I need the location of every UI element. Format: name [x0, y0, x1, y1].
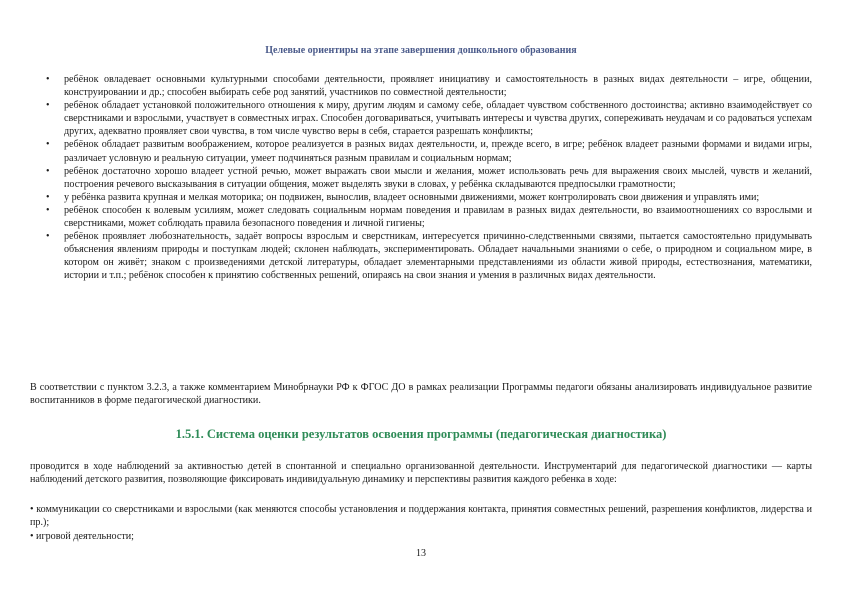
list-item-text: ребёнок способен к волевым усилиям, может следовать социальным нормам поведения и правилам в разных видах деятельности, во взаимоотношениях со взрослыми и сверстниками, может соблюдать правила безопасного поведения и личной гигиены; — [64, 204, 812, 230]
bullet-icon: • — [46, 204, 50, 216]
bullet-icon: • — [46, 74, 50, 85]
target-guidelines-list — [44, 73, 812, 283]
page-header-title: Целевые ориентиры на этапе завершения дошкольного образования — [265, 45, 577, 56]
list-item-text: ребёнок достаточно хорошо владеет устной речью, может выражать свои мысли и желания, может использовать речь для выражения своих мыслей, чувств и желаний, построения речевого высказывания в ситуации общения, может выделять звуки в словах, у ребёнка складываются предпосылки грамотности; — [64, 165, 812, 190]
list-item — [44, 138, 812, 164]
diagnostics-list-item: • игровой деятельности; — [30, 531, 134, 542]
list-item-text: ребёнок обладает установкой положительного отношения к миру, другим людям и самому себе, обладает чувством собственного достоинства; активно взаимодействует со сверстниками и взрослыми, участвует в совместных играх. Способен договариваться, учитывать интересы и чувства других, сопереживать неудачам и со радоваться успехам других, адекватно проявляет свои чувства, в том числе чувство веры в себя, старается разрешать конфликты; — [64, 100, 812, 138]
list-item-text: ребёнок обладает развитым воображением, которое реализуется в разных видах деятельности, и, прежде всего, в игре; ребёнок владеет разными формами и видами игры, различает условную и реальную ситуации, умеет подчиняться разным правилам и социальным нормам; — [64, 139, 812, 164]
list-item — [44, 73, 812, 99]
diagnostics-list-item: • коммуникации со сверстниками и взрослыми (как меняются способы установления и поддержания контакта, принятия совместных решений, разрешения конфликтов, лидерства и пр.); — [30, 504, 812, 529]
bullet-icon: • — [46, 231, 50, 243]
bullet-icon: • — [46, 191, 50, 203]
section-heading: 1.5.1. Система оценки результатов освоения программы (педагогическая диагностика) — [175, 427, 667, 441]
list-item — [44, 99, 812, 138]
list-item-text: ребёнок овладевает основными культурными способами деятельности, проявляет инициативу и самостоятельность в разных видах деятельности – игре, общении, конструировании и др.; способен выбирать себе род занятий, участников по совместной деятельности; — [64, 74, 812, 99]
compliance-paragraph: В соответствии с пунктом 3.2.3, а также комментарием Минобрнауки РФ к ФГОС ДО в рамках реализации Программы педагоги обязаны анализировать индивидуальное развитие воспитанников в форме педагогической диагностики. — [30, 382, 812, 407]
list-item — [44, 204, 812, 230]
bullet-icon: • — [46, 165, 50, 177]
list-item — [44, 165, 812, 191]
diagnostics-paragraph: проводится в ходе наблюдений за активностью детей в спонтанной и специально организованной деятельности. Инструментарий для педагогической диагностики — карты наблюдений детского развития, позволяющие фиксировать индивидуальную динамику и перспективы развития каждого ребенка в ходе: — [30, 461, 812, 486]
page-number: 13 — [416, 548, 426, 559]
list-item-text: ребёнок проявляет любознательность, задаёт вопросы взрослым и сверстникам, интересуется причинно-следственными связями, пытается самостоятельно придумывать объяснения явлениям природы и поступкам людей; склонен наблюдать, экспериментировать. Обладает начальными знаниями о себе, о природном и социальном мире, в котором он живёт; знаком с произведениями детской литературы, обладает элементарными представлениями из области живой природы, естествознания, математики, истории и т.п.; ребёнок способен к принятию собственных решений, опираясь на свои знания и умения в различных видах деятельности. — [64, 231, 812, 282]
bullet-icon: • — [46, 139, 50, 151]
list-item-text: у ребёнка развита крупная и мелкая моторика; он подвижен, вынослив, владеет основными движениями, может контролировать свои движения и управлять ими; — [64, 191, 760, 203]
list-item — [44, 191, 812, 204]
bullet-icon: • — [46, 100, 50, 112]
list-item — [44, 230, 812, 282]
